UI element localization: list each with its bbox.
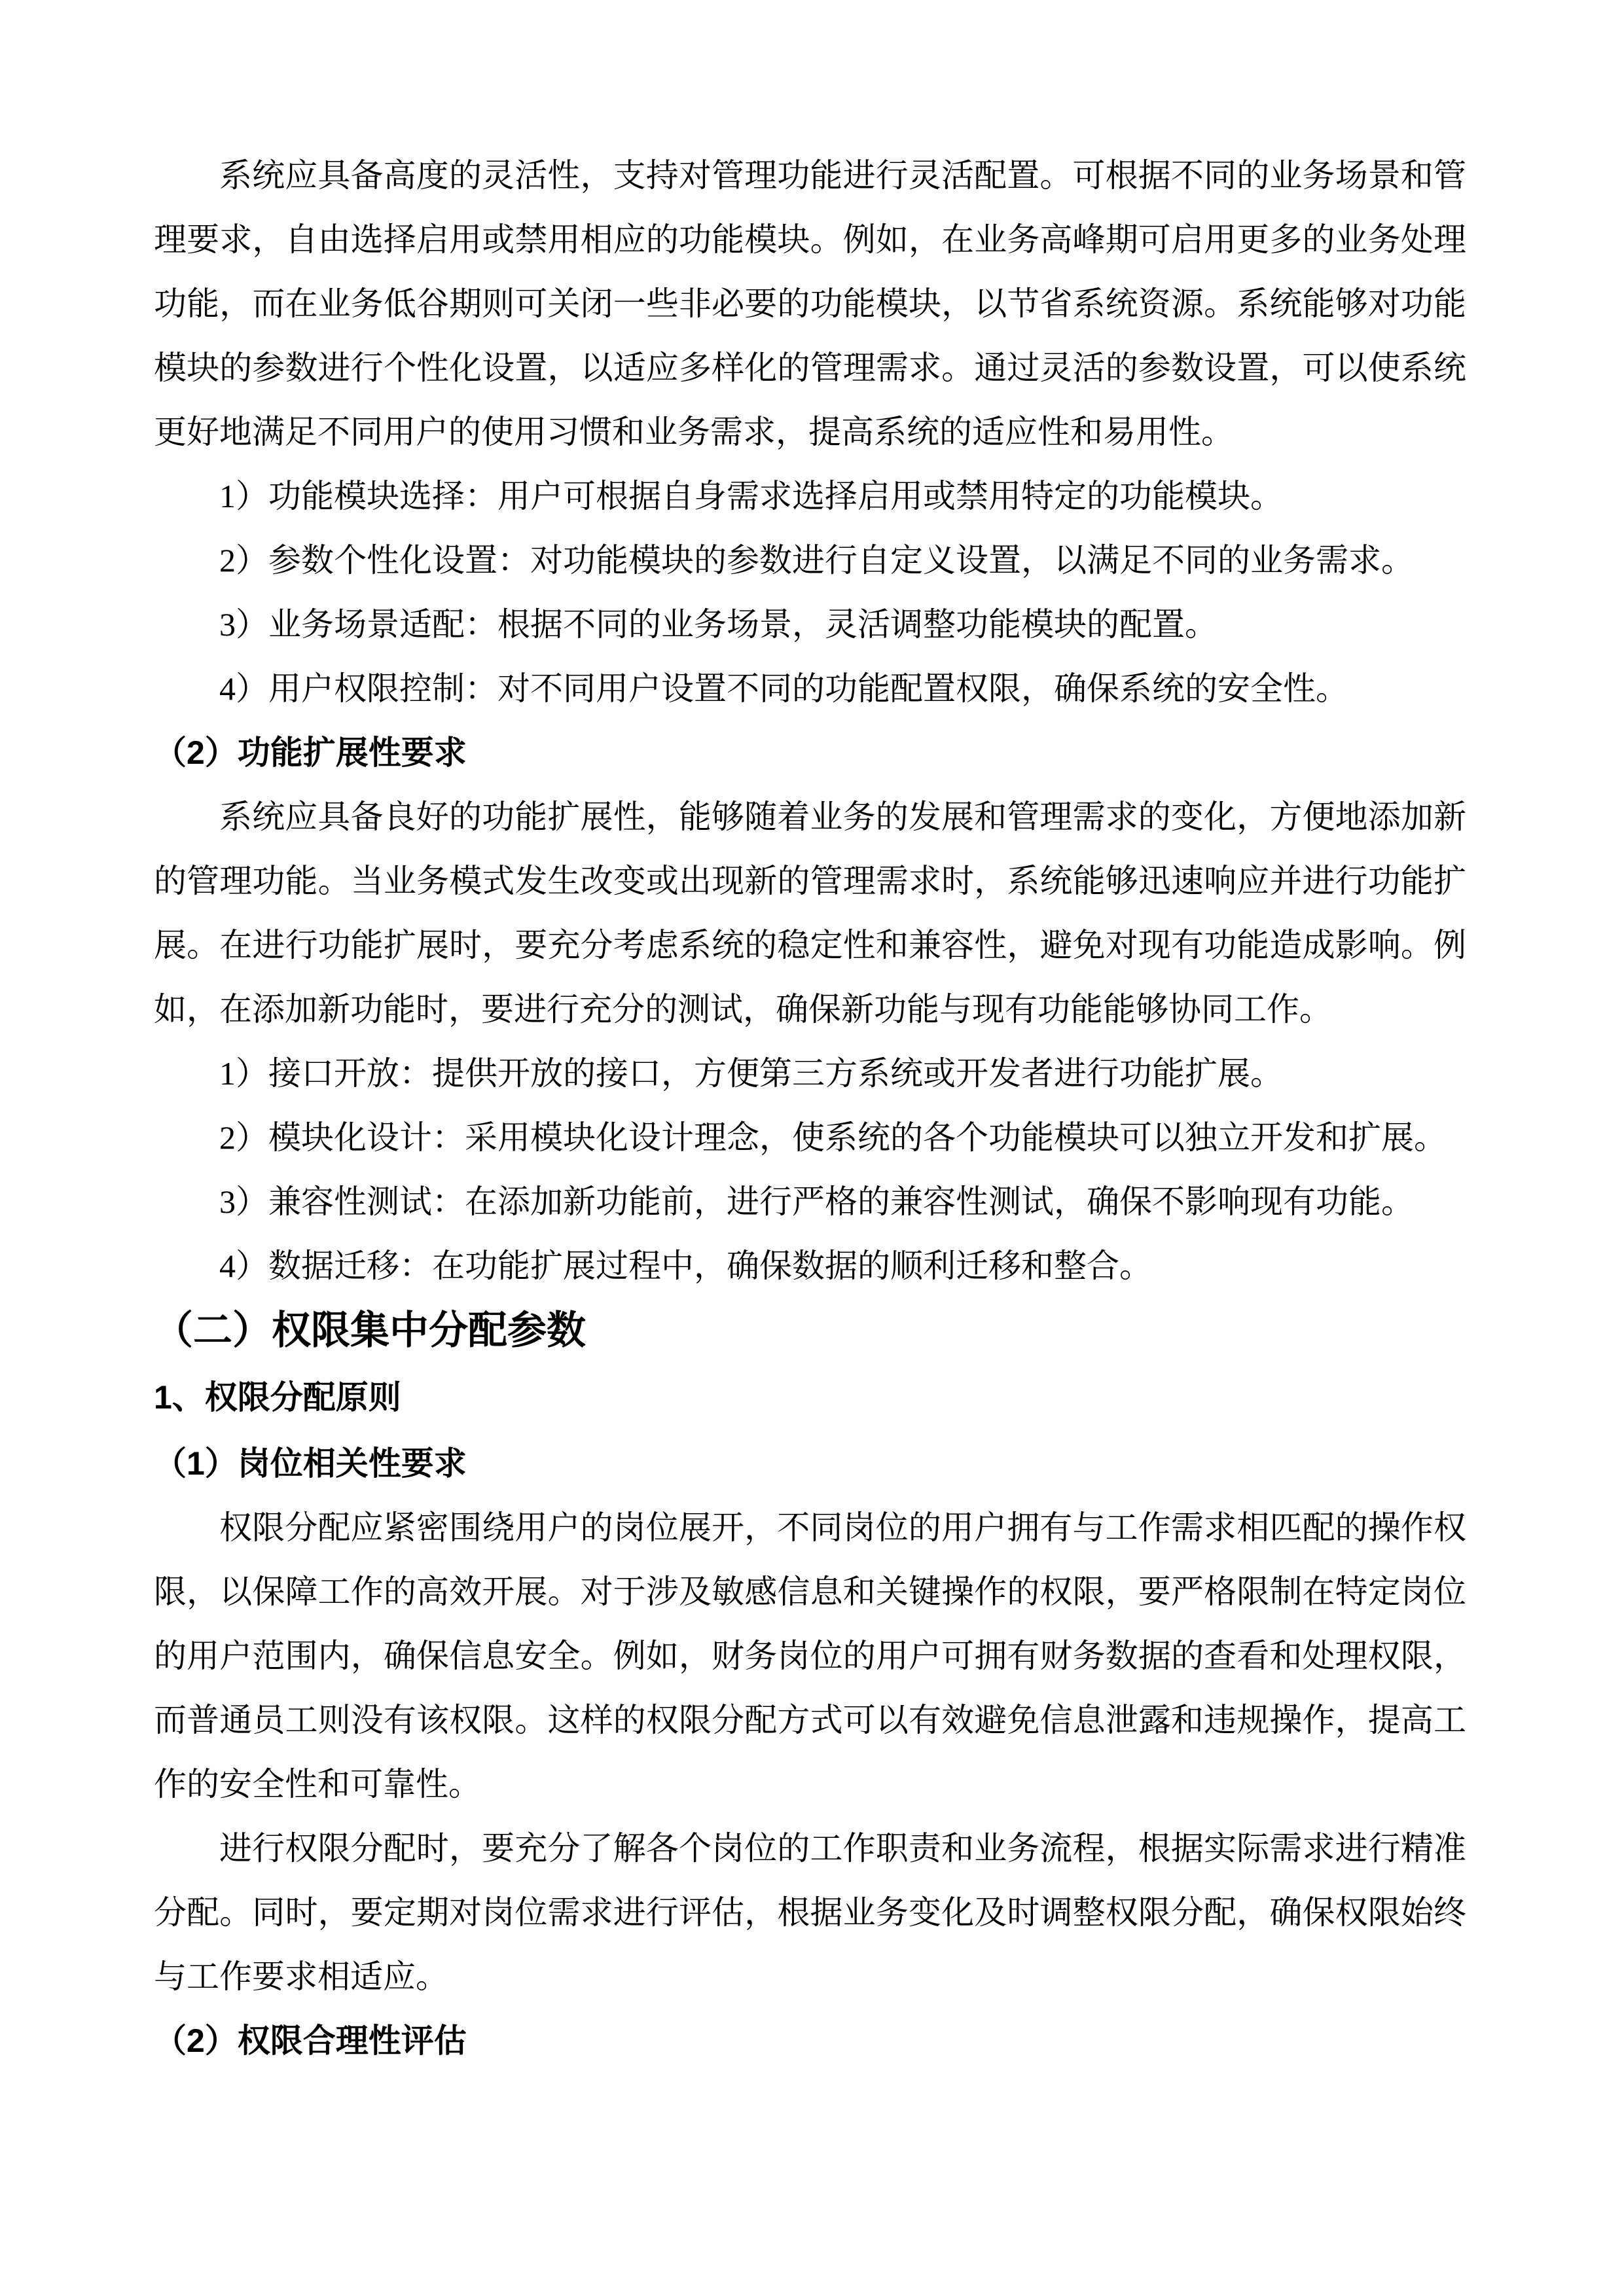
heading-level3: （1）岗位相关性要求 — [154, 1445, 467, 1482]
numbered-list-item: 3）业务场景适配：根据不同的业务场景，灵活调整功能模块的配置。 — [219, 606, 1218, 643]
heading-level2: 1、权限分配原则 — [154, 1379, 401, 1416]
numbered-list-item: 2）参数个性化设置：对功能模块的参数进行自定义设置，以满足不同的业务需求。 — [219, 542, 1414, 579]
heading-level3: （2）权限合理性评估 — [154, 2022, 467, 2059]
numbered-list-item: 1）功能模块选择：用户可根据自身需求选择启用或禁用特定的功能模块。 — [219, 478, 1283, 514]
numbered-list-item: 1）接口开放：提供开放的接口，方便第三方系统或开发者进行功能扩展。 — [219, 1055, 1283, 1092]
numbered-list-item: 4）用户权限控制：对不同用户设置不同的功能配置权限，确保系统的安全性。 — [219, 670, 1348, 707]
body-paragraph: 系统应具备良好的功能扩展性，能够随着业务的发展和管理需求的变化，方便地添加新的管理功能。当业务模式发生改变或出现新的管理需求时，系统能够迅速响应并进行功能扩展。在进行功能扩展时，要充分考虑系统的稳定性和兼容性，避免对现有功能造成影响。例如，在添加新功能时，要进行充分的测试，确保新功能与现有功能能够协同工作。 — [154, 798, 1466, 1028]
body-paragraph: 系统应具备高度的灵活性，支持对管理功能进行灵活配置。可根据不同的业务场景和管理要求，自由选择启用或禁用相应的功能模块。例如，在业务高峰期可启用更多的业务处理功能，而在业务低谷期则可关闭一些非必要的功能模块，以节省系统资源。系统能够对功能模块的参数进行个性化设置，以适应多样化的管理需求。通过灵活的参数设置，可以使系统更好地满足不同用户的使用习惯和业务需求，提高系统的适应性和易用性。 — [154, 157, 1466, 450]
heading-level3: （2）功能扩展性要求 — [154, 734, 467, 771]
numbered-list-item: 2）模块化设计：采用模块化设计理念，使系统的各个功能模块可以独立开发和扩展。 — [219, 1119, 1447, 1156]
heading-level1: （二）权限集中分配参数 — [154, 1308, 586, 1352]
numbered-list-item: 3）兼容性测试：在添加新功能前，进行严格的兼容性测试，确保不影响现有功能。 — [219, 1183, 1414, 1220]
numbered-list-item: 4）数据迁移：在功能扩展过程中，确保数据的顺利迁移和整合。 — [219, 1247, 1152, 1284]
body-paragraph: 权限分配应紧密围绕用户的岗位展开，不同岗位的用户拥有与工作需求相匹配的操作权限，以保障工作的高效开展。对于涉及敏感信息和关键操作的权限，要严格限制在特定岗位的用户范围内，确保信息安全。例如，财务岗位的用户可拥有财务数据的查看和处理权限，而普通员工则没有该权限。这样的权限分配方式可以有效避免信息泄露和违规操作，提高工作的安全性和可靠性。 — [154, 1509, 1466, 1803]
body-paragraph: 进行权限分配时，要充分了解各个岗位的工作职责和业务流程，根据实际需求进行精准分配。同时，要定期对岗位需求进行评估，根据业务变化及时调整权限分配，确保权限始终与工作要求相适应。 — [154, 1830, 1466, 1995]
document-content — [154, 143, 1466, 2073]
